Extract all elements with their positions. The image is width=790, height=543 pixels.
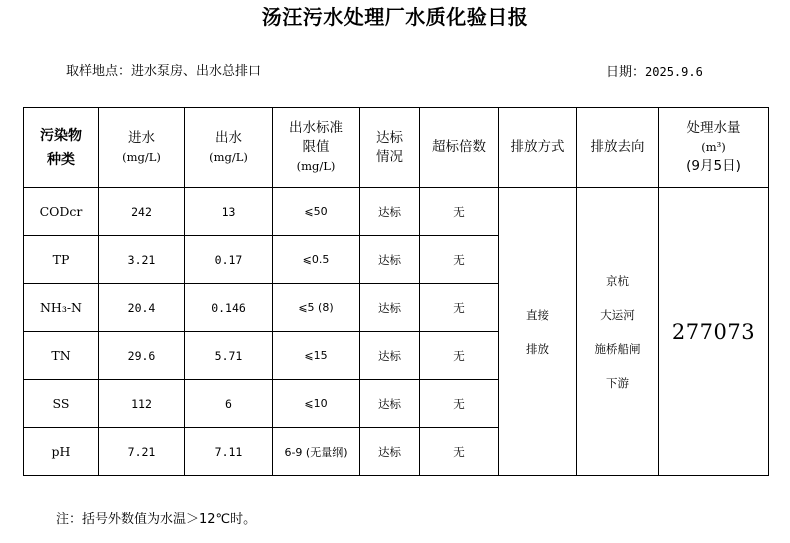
header-exceed-multiple: 超标倍数 — [420, 108, 499, 188]
cell-standard: ⩽0.5 — [273, 236, 360, 284]
discharge-method-line: 排放 — [526, 341, 549, 356]
cell-exceed: 无 — [420, 188, 499, 236]
cell-treated-volume: 277073 — [659, 188, 769, 476]
header-status-line-1: 达标 — [376, 129, 403, 146]
report-date-label: 日期： — [606, 65, 646, 80]
header-effluent-line-1: 出水 — [215, 129, 242, 146]
cell-status: 达标 — [360, 236, 420, 284]
cell-param: TP — [24, 236, 99, 284]
cell-status: 达标 — [360, 188, 420, 236]
header-standard-line-1: 出水标准 — [289, 120, 343, 136]
cell-param: SS — [24, 380, 99, 428]
cell-effluent: 5.71 — [185, 332, 273, 380]
header-volume-unit: (m³) — [701, 140, 726, 154]
cell-standard: ⩽50 — [273, 188, 360, 236]
header-standard-unit: (mg/L) — [296, 159, 336, 173]
cell-exceed: 无 — [420, 284, 499, 332]
table-row-codcr — [24, 188, 769, 236]
header-pollutant — [24, 108, 99, 188]
footnote: 注：括号外数值为水温＞12℃时。 — [56, 512, 257, 527]
cell-exceed: 无 — [420, 332, 499, 380]
water-quality-table — [23, 107, 769, 476]
header-influent — [99, 108, 185, 188]
header-effluent — [185, 108, 273, 188]
cell-discharge-method — [499, 188, 577, 476]
discharge-destination-line: 施桥船闸 — [594, 341, 641, 356]
cell-effluent: 6 — [185, 380, 273, 428]
discharge-method-line: 直接 — [526, 307, 549, 322]
cell-standard: ⩽10 — [273, 380, 360, 428]
report-date-line — [606, 62, 703, 83]
header-standard — [273, 108, 360, 188]
sampling-location-value: 进水泵房、出水总排口 — [131, 64, 262, 79]
report-date-value: 2025.9.6 — [645, 65, 703, 79]
discharge-destination-line: 下游 — [606, 375, 629, 390]
header-pollutant-line-1: 污染物 — [40, 127, 82, 144]
header-volume-line-3: (9月5日) — [686, 158, 741, 174]
header-status — [360, 108, 420, 188]
cell-influent: 112 — [99, 380, 185, 428]
header-influent-unit: (mg/L) — [122, 149, 161, 164]
cell-param: CODcr — [24, 188, 99, 236]
cell-discharge-destination — [577, 188, 659, 476]
cell-exceed: 无 — [420, 428, 499, 476]
header-effluent-unit: (mg/L) — [209, 149, 248, 164]
cell-effluent: 0.17 — [185, 236, 273, 284]
header-status-line-2: 情况 — [376, 148, 403, 165]
header-volume — [659, 108, 769, 188]
sampling-location-line — [66, 62, 261, 82]
cell-influent: 20.4 — [99, 284, 185, 332]
cell-exceed: 无 — [420, 380, 499, 428]
cell-param: NH₃-N — [24, 284, 99, 332]
cell-exceed: 无 — [420, 236, 499, 284]
header-volume-line-1: 处理水量 — [686, 120, 741, 136]
cell-status: 达标 — [360, 284, 420, 332]
cell-effluent: 0.146 — [185, 284, 273, 332]
cell-status: 达标 — [360, 332, 420, 380]
report-title: 汤汪污水处理厂水质化验日报 — [261, 5, 529, 29]
header-influent-line-1: 进水 — [128, 129, 155, 146]
cell-influent: 3.21 — [99, 236, 185, 284]
cell-param: TN — [24, 332, 99, 380]
header-pollutant-line-2: 种类 — [47, 151, 75, 168]
header-discharge-destination: 排放去向 — [577, 108, 659, 188]
cell-influent: 7.21 — [99, 428, 185, 476]
header-standard-line-2: 限值 — [302, 139, 330, 155]
cell-influent: 29.6 — [99, 332, 185, 380]
discharge-destination-line: 大运河 — [600, 307, 635, 322]
discharge-destination-line: 京杭 — [606, 273, 629, 288]
cell-effluent: 7.11 — [185, 428, 273, 476]
cell-param: pH — [24, 428, 99, 476]
cell-status: 达标 — [360, 428, 420, 476]
cell-status: 达标 — [360, 380, 420, 428]
cell-influent: 242 — [99, 188, 185, 236]
cell-standard: ⩽5 (8) — [273, 284, 360, 332]
header-discharge-method: 排放方式 — [499, 108, 577, 188]
table-header-row — [24, 108, 769, 188]
cell-standard: ⩽15 — [273, 332, 360, 380]
cell-effluent: 13 — [185, 188, 273, 236]
cell-standard: 6-9 (无量纲) — [273, 428, 360, 476]
sampling-location-label: 取样地点： — [66, 64, 132, 79]
